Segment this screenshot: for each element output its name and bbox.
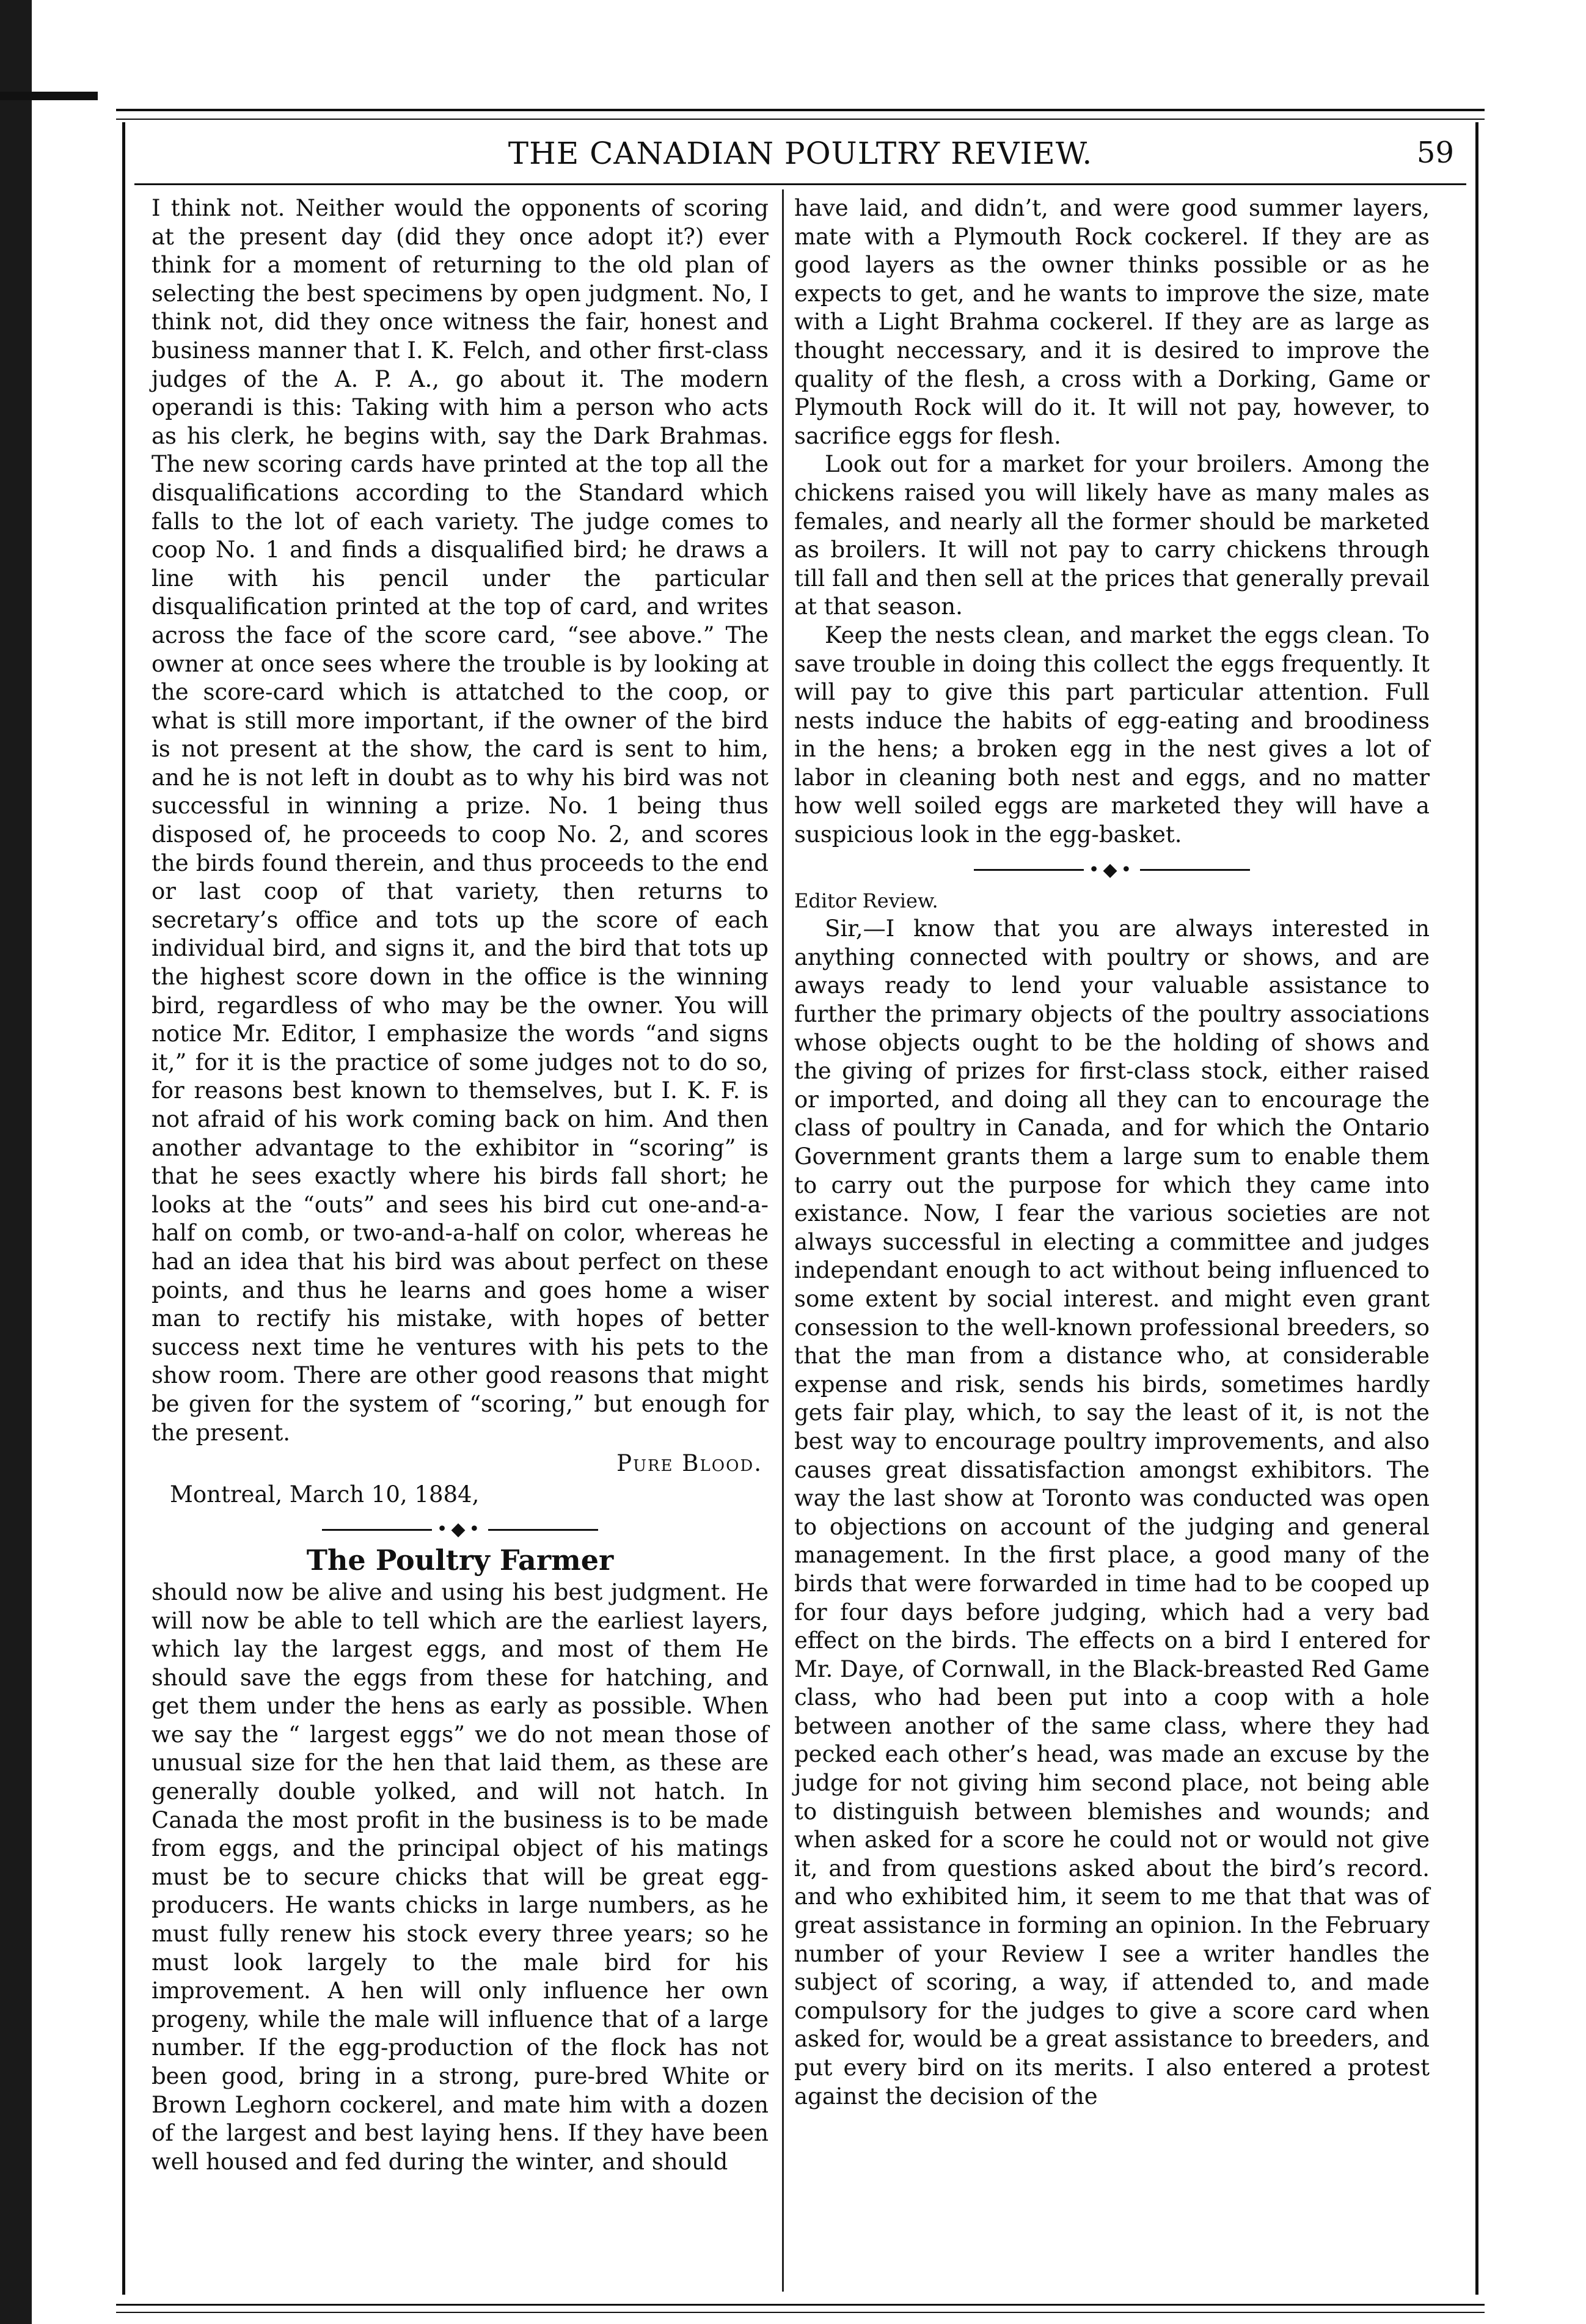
- salutation: Editor Review.: [794, 889, 938, 912]
- farmer-paragraph: should now be alive and using his best judgment. He will now be able to tell which are the earliest layers, which lay the largest eggs, and most of them He should save the eggs from these for hatching, and get them under the hens as early as possible. When we say the “ largest eggs” we do not mean those of unusual size for the hen that laid them, as these are generally double yolked, and will not hatch. In Canada the most profit in the business is to be made from eggs, and the principal object of his matings must be to secure chicks that will be great egg-producers. He wants chicks in large numbers, as he must fully renew his stock every three years; so he must look largely to the male bird for his improvement. A hen will only influence her own progeny, while the male will influence that of a large number. If the egg-production of the flock has not been good, bring in a strong, pure-bred White or Brown Leghorn cockerel, and mate him with a dozen of the largest and best laying hens. If they have been well housed and fed during the winter, and should: [152, 1578, 769, 2175]
- page-number: 59: [1416, 136, 1454, 170]
- ornament-line: [322, 1529, 432, 1531]
- header-rule: [134, 183, 1466, 185]
- top-border-rule: [116, 109, 1485, 120]
- ornament-line: [974, 869, 1084, 871]
- right-column: [794, 194, 1430, 2111]
- nests-paragraph: Keep the nests clean, and market the eggs clean. To save trouble in doing this collect the eggs frequently. It will pay to give this part particular attention. Full nests induce the habits of egg-eating and broodiness in the hens; a broken egg in the nest gives a lot of labor in cleaning both nest and eggs, and no matter how well soiled eggs are marketed they will have a suspicious look in the egg-basket.: [794, 621, 1430, 848]
- page-header: [134, 133, 1466, 182]
- page-spine-shadow: [0, 0, 32, 2324]
- signature: Pure Blood.: [616, 1450, 762, 1477]
- section-ornament: [152, 1520, 769, 1539]
- ornament-glyph: •◆•: [1088, 859, 1136, 881]
- ornament-glyph: •◆•: [436, 1519, 484, 1541]
- continuation-paragraph: have laid, and didn’t, and were good summer layers, mate with a Plymouth Rock cockerel. If they are as good layers as the owner thinks possible or as he expects to get, and he wants to improve the size, mate with a Light Brahma cockerel. If they are as large as thought neccessary, and it is desired to improve the quality of the flesh, a cross with a Dorking, Game or Plymouth Rock will do it. It will not pay, however, to sacrifice eggs for flesh.: [794, 195, 1430, 449]
- editor-letter-paragraph: Sir,—I know that you are always interested in anything connected with poultry or shows, and are aways ready to lend your valuable assistance to further the primary objects of the poultry associations whose objects ought to be the holding of shows and the giving of prizes for first-class stock, either raised or imported, and doing all they can to encourage the class of poultry in Canada, and for which the Ontario Government grants them a large sum to enable them to carry out the purpose for which they came into existance. Now, I fear the various societies are not always successful in electing a committee and judges independant enough to act without being influenced to some extent by social interest. and might even grant consession to the well-known professional breeders, so that the man from a distance who, at considerable expense and risk, sends his birds, sometimes hardly gets fair play, which, to say the least of it, is not the best way to encourage poultry improvements, and also causes great dissatisfaction amongst exhibitors. The way the last show at Toronto was conducted was open to objections on account of the judging and general management. In the first place, a good many of the birds that were forwarded in time had to be cooped up for four days before judging, which had a very bad effect on the birds. The effects on a bird I entered for Mr. Daye, of Cornwall, in the Black-breasted Red Game class, who had been put into a coop with a hole between another of the same class, where they had pecked each other’s head, was made an excuse by the judge for not giving him second place, not being able to distinguish between blemishes and wounds; and when asked for a score he could not or would not give it, and from questions asked about the bird’s record. and who exhibited him, it seem to me that that was of great assistance in forming an opinion. In the February number of your Review I see a writer handles the subject of scoring, a way, if attended to, and made compulsory for the judges to give a score card when asked for, would be a great assistance to breeders, and put every bird on its merits. I also entered a protest against the decision of the: [794, 915, 1430, 2110]
- bottom-border-rule: [116, 2304, 1485, 2313]
- letter-paragraph: I think not. Neither would the opponents of scoring at the present day (did they once adopt it?) ever think for a moment of returning to the old plan of selecting the best specimens by open judgment. No, I think not, did they once witness the fair, honest and business manner that I. K. Felch, and other first-class judges of the A. P. A., go about it. The modern operandi is this: Taking with him a person who acts as his clerk, he begins with, say the Dark Brahmas. The new scoring cards have printed at the top all the disqualifications according to the Standard which falls to the lot of each variety. The judge comes to coop No. 1 and finds a disqualified bird; he draws a line with his pencil under the particular disqualification printed at the top of card, and writes across the face of the score card, “see above.” The owner at once sees where the trouble is by looking at the score-card which is attatched to the coop, or what is still more important, if the owner of the bird is not present at the show, the card is sent to him, and he is not left in doubt as to why his bird was not successful in winning a prize. No. 1 being thus disposed of, he proceeds to coop No. 2, and scores the birds found therein, and thus proceeds to the end or last coop of that variety, then returns to secretary’s office and tots up the score of each individual bird, and signs it, and the bird that tots up the highest score down in the office is the winning bird, regardless of who may be the owner. You will notice Mr. Editor, I emphasize the words “and signs it,” for it is the practice of some judges not to do so, for reasons best known to themselves, but I. K. F. is not afraid of his work coming back on him. And then another advantage to the exhibitor in “scoring” is that he sees exactly where his birds fall short; he looks at the “outs” and sees his bird cut one-and-a-half on comb, or two-and-a-half on color, whereas he had an idea that his bird was about perfect on these points, and thus he learns and goes home a wiser man to rectify his mistake, with hopes of better success next time he ventures with his pets to the show room. There are other good reasons that might be given for the system of “scoring,” but enough for the present.: [152, 195, 769, 1446]
- ornament-line: [1140, 869, 1250, 871]
- ornament-line: [488, 1529, 598, 1531]
- column-divider: [782, 189, 784, 2292]
- left-column: [152, 194, 769, 2176]
- section-ornament: [794, 860, 1430, 879]
- spine-notch: [0, 92, 98, 100]
- section-title: The Poultry Farmer: [306, 1544, 614, 1577]
- journal-title: THE CANADIAN POULTRY REVIEW.: [508, 136, 1093, 171]
- broilers-paragraph: Look out for a market for your broilers. Among the chickens raised you will likely have as many males as females, and nearly all the former should be marketed as broilers. It will not pay to carry chickens through till fall and then sell at the prices that generally prevail at that season.: [794, 451, 1430, 620]
- dateline: Montreal, March 10, 1884,: [170, 1481, 480, 1508]
